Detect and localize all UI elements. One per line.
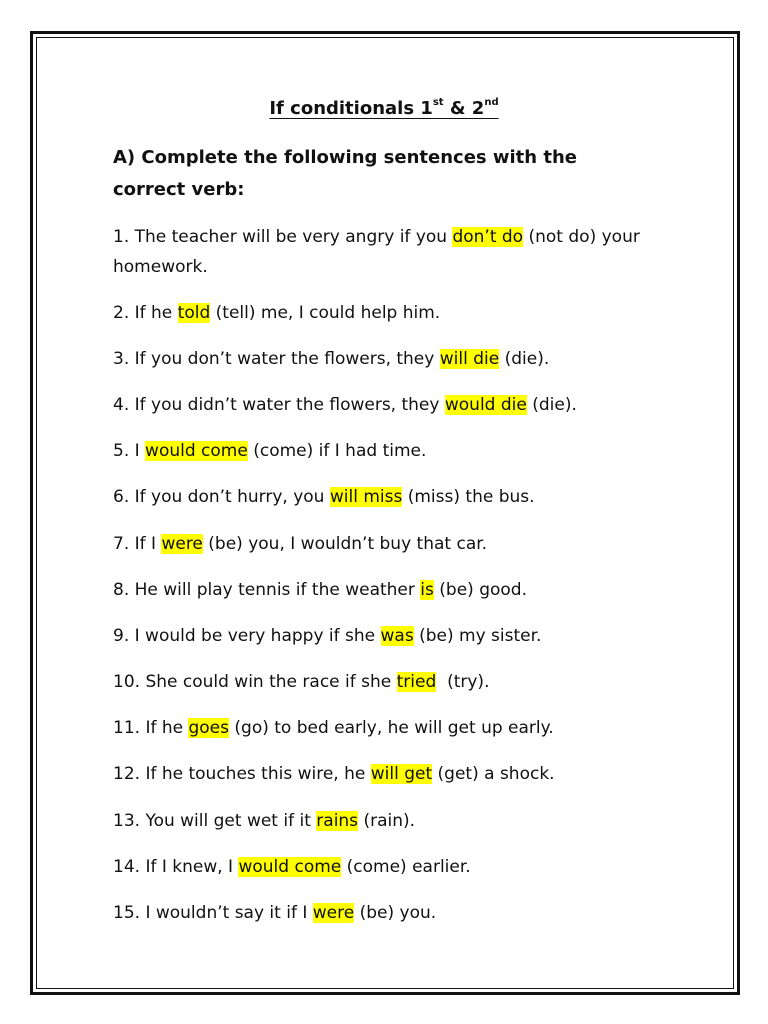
answer-highlight: would come: [145, 441, 248, 461]
answer-highlight: would die: [444, 395, 527, 415]
item-text-before: 7. If I: [113, 534, 162, 554]
item-text-after: (tell) me, I could help him.: [210, 303, 441, 323]
answer-highlight: tried: [396, 672, 437, 692]
title-middle: & 2: [443, 98, 485, 119]
answer-highlight: were: [312, 903, 355, 923]
worksheet-title: [0, 96, 768, 122]
title-text: If conditionals 1: [269, 98, 433, 119]
item-text-before: 8. He will play tennis if the weather: [113, 580, 421, 600]
answer-highlight: goes: [188, 718, 229, 738]
item-text-after: (die).: [499, 349, 550, 369]
exercise-item-11: [113, 713, 673, 743]
item-text-after: (be) you, I wouldn’t buy that car.: [202, 534, 488, 554]
exercise-item-8: [113, 575, 673, 605]
item-text-after: (be) my sister.: [413, 626, 542, 646]
exercise-item-2: [113, 298, 673, 328]
item-text-before: 11. If he: [113, 718, 189, 738]
item-text-before: 2. If he: [113, 303, 178, 323]
item-text-after: (try).: [436, 672, 490, 692]
answer-highlight: would come: [238, 857, 342, 877]
answer-highlight: will get: [370, 764, 433, 784]
item-text-after: (be) good.: [433, 580, 528, 600]
exercise-item-5: [113, 436, 673, 466]
item-text-before: 6. If you don’t hurry, you: [113, 487, 330, 507]
item-text-before: 10. She could win the race if she: [113, 672, 397, 692]
exercise-item-14: [113, 852, 673, 882]
exercise-item-10: [113, 667, 673, 697]
item-text-after: (get) a shock.: [432, 764, 555, 784]
answer-highlight: don’t do: [452, 227, 524, 247]
item-text-after: (come) earlier.: [341, 857, 471, 877]
answer-highlight: were: [161, 534, 203, 554]
exercise-item-6: [113, 482, 673, 512]
item-text-after: (not do) your homework.: [113, 227, 646, 277]
answer-highlight: was: [380, 626, 414, 646]
item-text-before: 9. I would be very happy if she: [113, 626, 381, 646]
answer-highlight: rains: [316, 811, 359, 831]
item-text-after: (come) if I had time.: [247, 441, 427, 461]
exercise-item-7: [113, 529, 673, 559]
title-superscript-st: st: [432, 97, 444, 108]
item-text-before: 1. The teacher will be very angry if you: [113, 227, 453, 247]
item-text-after: (rain).: [358, 811, 416, 831]
item-text-after: (go) to bed early, he will get up early.: [229, 718, 554, 738]
item-text-before: 15. I wouldn’t say it if I: [113, 903, 313, 923]
item-text-before: 12. If he touches this wire, he: [113, 764, 371, 784]
item-text-before: 13. You will get wet if it: [113, 811, 317, 831]
exercise-item-1: [113, 222, 653, 282]
exercise-item-15: [113, 898, 673, 928]
item-text-after: (miss) the bus.: [402, 487, 535, 507]
answer-highlight: is: [420, 580, 434, 600]
exercise-item-9: [113, 621, 673, 651]
item-text-before: 4. If you didn’t water the flowers, they: [113, 395, 445, 415]
answer-highlight: will miss: [329, 487, 403, 507]
title-superscript-nd: nd: [484, 97, 499, 108]
exercise-item-12: [113, 759, 673, 789]
item-text-before: 14. If I knew, I: [113, 857, 239, 877]
exercise-item-4: [113, 390, 673, 420]
exercise-item-3: [113, 344, 673, 374]
answer-highlight: told: [177, 303, 211, 323]
item-text-after: (be) you.: [354, 903, 437, 923]
exercise-item-13: [113, 806, 673, 836]
answer-highlight: will die: [439, 349, 500, 369]
item-text-before: 3. If you don’t water the flowers, they: [113, 349, 440, 369]
item-text-before: 5. I: [113, 441, 146, 461]
section-heading: A) Complete the following sentences with the correct verb:: [113, 147, 577, 200]
item-text-after: (die).: [526, 395, 577, 415]
